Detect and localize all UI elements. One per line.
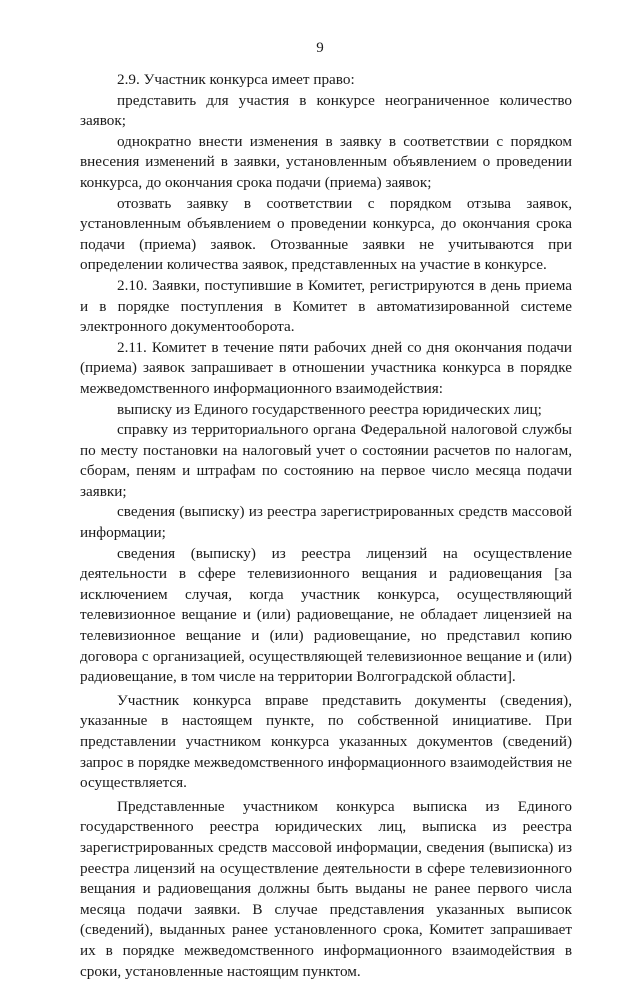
paragraph-own-initiative: Участник конкурса вправе представить документы (сведения), указанные в настоящем пункте, по собственной инициативе. При представлении участником конкурса указанных документов (сведений) запрос в порядке межведомственного информационного взаимодействия не осуществляется.	[80, 691, 572, 792]
paragraph-media-registry: сведения (выписку) из реестра зарегистрированных средств массовой информации;	[80, 503, 572, 542]
paragraph-extract-validity: Представленные участником конкурса выписка из Единого государственного реестра юридических лиц, выписка из реестра зарегистрированных средств массовой информации, сведения (выписка) из реестра лицензий на осуществление деятельности в сфере телевизионного вещания и радиовещания должны быть выданы не ранее первого числа месяца подачи заявки. В случае представления указанных выписок (сведений), выданных ранее установленного срока, Комитет запрашивает их в порядке межведомственного информационного взаимодействия в сроки, установленные настоящим пунктом.	[80, 797, 572, 980]
page-number: 9	[316, 40, 324, 56]
paragraph-right-unlimited-applications: представить для участия в конкурсе неограниченное количество заявок;	[80, 91, 572, 130]
document-body	[80, 70, 572, 982]
paragraph-egrul-extract: выписку из Единого государственного реестра юридических лиц;	[117, 400, 542, 418]
paragraph-right-withdraw-application: отозвать заявку в соответствии с порядком отзыва заявок, установленным объявлением о проведении конкурса, до окончания срока подачи (приема) заявок. Отозванные заявки не учитываются при определении количества заявок, представленных на участие в конкурсе.	[80, 194, 572, 274]
paragraph-2-11: 2.11. Комитет в течение пяти рабочих дней со дня окончания подачи (приема) заявок запрашивает в отношении участника конкурса в порядке межведомственного информационного взаимодействия:	[80, 338, 572, 397]
paragraph-2-10: 2.10. Заявки, поступившие в Комитет, регистрируются в день приема и в порядке поступления в Комитет в автоматизированной системе электронного документооборота.	[80, 276, 572, 336]
paragraph-tax-certificate: справку из территориального органа Федеральной налоговой службы по месту постановки на налоговый учет о состоянии расчетов по налогам, сборам, пеням и штрафам по состоянию на первое число месяца подачи заявки;	[80, 421, 572, 500]
paragraph-2-9: 2.9. Участник конкурса имеет право:	[117, 71, 355, 88]
paragraph-license-registry: сведения (выписку) из реестра лицензий на осуществление деятельности в сфере телевизионного вещания и радиовещания [за исключением случая, когда участник конкурса, осуществляющий телевизионное вещание и (или) радиовещание, не обладает лицензией на телевизионное вещание и (или) радиовещание, но представил копию договора с организацией, осуществляющей телевизионное вещание и (или) радиовещание, в том числе на территории Волгоградской области].	[80, 544, 572, 686]
paragraph-right-amend-application: однократно внести изменения в заявку в соответствии с порядком внесения изменений в заявки, установленным объявлением о проведении конкурса, до окончания срока подачи (приема) заявок;	[80, 132, 572, 191]
